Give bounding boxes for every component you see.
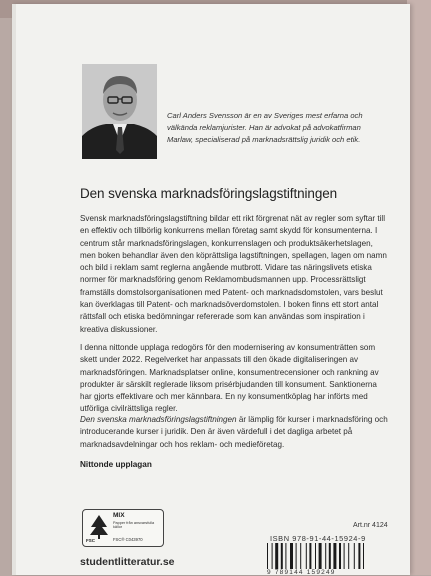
usage-text: är lämplig för kurser i marknadsföring och introducerande kurser i juridik. Den är även värdefull i det dagliga arbetet på marknadsavdelningar och hos reklam- och medieföretag.	[80, 415, 388, 449]
fsc-mix: MIX	[113, 512, 125, 519]
article-number: Art.nr 4124	[353, 522, 388, 529]
usage-title: Den svenska marknadsföringslagstiftningen	[80, 415, 237, 424]
book-back-cover	[12, 4, 410, 575]
publisher-url: studentlitteratur.se	[80, 556, 175, 568]
fsc-label	[82, 509, 164, 547]
description-paragraph-2: I denna nittonde upplaga redogörs för den modernisering av konsumenträtten som skett under 2022. Regelverket har anpassats till den ökade digitaliseringen av marknadsföringen. Marknadsplatser online, konsumentrecensioner och rankning av produkter är särskilt reglerade liksom prisérbjudanden till konsument. Sanktionerna har gjorts effektivare och mer kännbara. En ny konsumentköplag har införts med utförliga civilrättsliga regler.	[80, 343, 379, 414]
fsc-logo-text: FSC	[86, 538, 95, 543]
edition-label: Nittonde upplagan	[80, 460, 152, 469]
usage-paragraph	[80, 414, 390, 451]
isbn: ISBN 978-91-44-15924-9	[270, 534, 366, 543]
cover-edge	[12, 4, 16, 575]
fsc-tree-icon	[87, 513, 111, 541]
fsc-description: Papper från ansvarsfulla källor	[113, 521, 155, 530]
fsc-code: FSC® C043970	[113, 537, 143, 542]
barcode	[265, 543, 390, 571]
description-paragraph-1: Svensk marknadsföringslagstiftning bildar ett rikt förgrenat nät av regler som syftar till en effektiv och tillbörlig konkurrens mellan företag samt skydd för konsumenterna. I centrum står marknadsföringslagen, konkurrenslagen och produktsäkerhetslagen, men boken behandlar även den köprättsliga lagstiftningen, spellagen, lagen om namn och bild i reklam samt reglerna angående mutbrott. Vidare tas näringslivets etiska normer för marknadsföring genom Reklamombudsmannen upp. Processrättsligt framställs domstolsorganisationen med Patent- och marknadsdomstolen, vars beslut kan överklagas till Patent- och marknadsöverdomstolen. I boken finns ett stort antal rättsfall och etiska bedömningar refererade som kan användas som inspiration i kreativa diskussioner.	[80, 214, 387, 334]
book-title: Den svenska marknadsföringslagstiftningen	[80, 186, 338, 201]
background-side	[407, 0, 431, 575]
author-photo	[82, 64, 157, 159]
author-bio: Carl Anders Svensson är en av Sveriges mest erfarna och välkända reklamjurister. Han är advokat på advokatfirman Marlaw, specialiserad på marknadsrättslig juridik och etik.	[167, 111, 363, 144]
barcode-number: 9 789144 159249	[267, 569, 336, 576]
